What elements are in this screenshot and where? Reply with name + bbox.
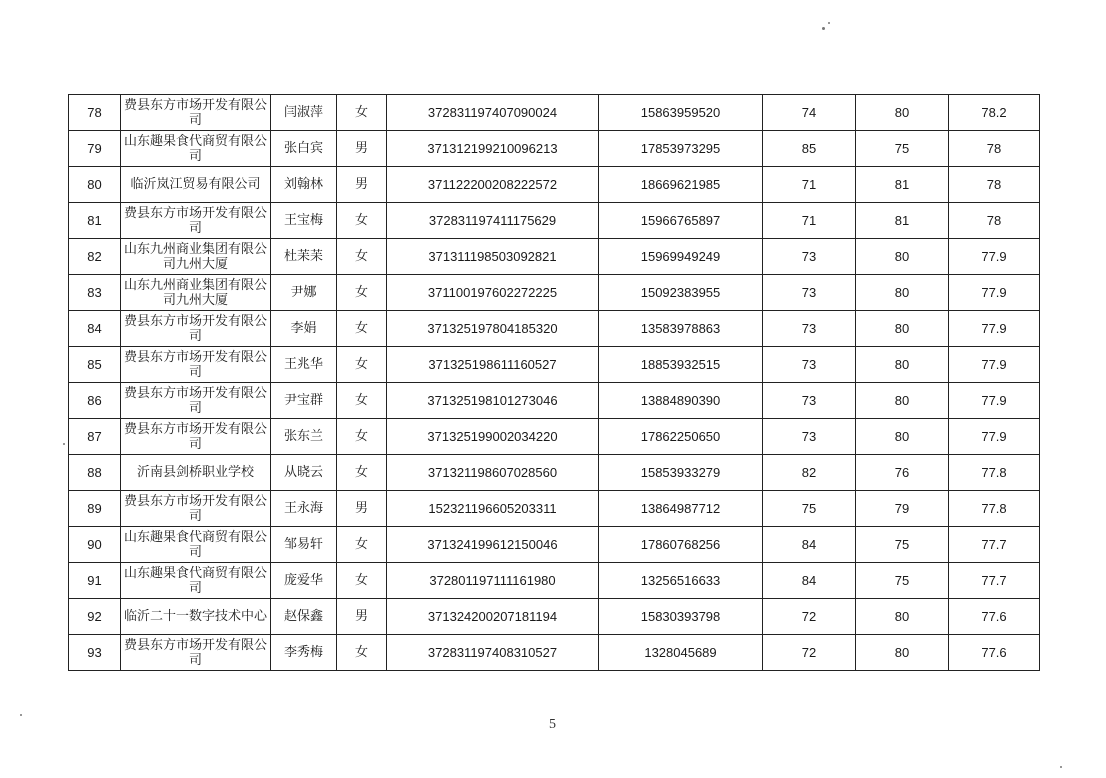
- gender-cell: 女: [337, 383, 387, 419]
- written-score-cell: 72: [763, 635, 856, 671]
- written-score-cell: 73: [763, 275, 856, 311]
- practical-score-cell: 80: [856, 635, 949, 671]
- id-number-cell: 372831197408310527: [387, 635, 599, 671]
- table-row: [69, 347, 1040, 383]
- gender-cell: 女: [337, 347, 387, 383]
- company-name-cell: 山东趣果食代商贸有限公司: [121, 131, 271, 167]
- written-score-cell: 71: [763, 167, 856, 203]
- practical-score-cell: 76: [856, 455, 949, 491]
- practical-score-cell: 80: [856, 419, 949, 455]
- written-score-cell: 74: [763, 95, 856, 131]
- row-number-cell: 81: [69, 203, 121, 239]
- written-score-cell: 73: [763, 419, 856, 455]
- person-name-cell: 庞爱华: [271, 563, 337, 599]
- practical-score-cell: 80: [856, 599, 949, 635]
- total-score-cell: 77.6: [949, 635, 1040, 671]
- practical-score-cell: 80: [856, 383, 949, 419]
- scan-speck: [1060, 766, 1062, 768]
- table-row: [69, 203, 1040, 239]
- phone-number-cell: 17853973295: [599, 131, 763, 167]
- company-name-cell: 山东趣果食代商贸有限公司: [121, 563, 271, 599]
- total-score-cell: 77.9: [949, 383, 1040, 419]
- total-score-cell: 77.6: [949, 599, 1040, 635]
- id-number-cell: 371325199002034220: [387, 419, 599, 455]
- company-name-cell: 费县东方市场开发有限公司: [121, 95, 271, 131]
- person-name-cell: 尹宝群: [271, 383, 337, 419]
- gender-cell: 男: [337, 491, 387, 527]
- person-name-cell: 尹娜: [271, 275, 337, 311]
- total-score-cell: 77.9: [949, 311, 1040, 347]
- phone-number-cell: 17860768256: [599, 527, 763, 563]
- practical-score-cell: 81: [856, 203, 949, 239]
- practical-score-cell: 80: [856, 347, 949, 383]
- id-number-cell: 371324199612150046: [387, 527, 599, 563]
- table-row: [69, 95, 1040, 131]
- row-number-cell: 89: [69, 491, 121, 527]
- written-score-cell: 85: [763, 131, 856, 167]
- row-number-cell: 82: [69, 239, 121, 275]
- total-score-cell: 77.9: [949, 275, 1040, 311]
- id-number-cell: 372831197411175629: [387, 203, 599, 239]
- person-name-cell: 王宝梅: [271, 203, 337, 239]
- row-number-cell: 83: [69, 275, 121, 311]
- page-number: 5: [549, 717, 556, 732]
- scan-speck: [63, 443, 65, 445]
- written-score-cell: 73: [763, 239, 856, 275]
- phone-number-cell: 1328045689: [599, 635, 763, 671]
- gender-cell: 女: [337, 275, 387, 311]
- company-name-cell: 山东九州商业集团有限公司九州大厦: [121, 239, 271, 275]
- phone-number-cell: 13256516633: [599, 563, 763, 599]
- gender-cell: 女: [337, 203, 387, 239]
- table-row: [69, 563, 1040, 599]
- id-number-cell: 372801197111161980: [387, 563, 599, 599]
- scan-speck: [822, 27, 825, 30]
- person-name-cell: 张东兰: [271, 419, 337, 455]
- gender-cell: 女: [337, 239, 387, 275]
- total-score-cell: 78.2: [949, 95, 1040, 131]
- phone-number-cell: 18853932515: [599, 347, 763, 383]
- row-number-cell: 88: [69, 455, 121, 491]
- phone-number-cell: 18669621985: [599, 167, 763, 203]
- row-number-cell: 84: [69, 311, 121, 347]
- written-score-cell: 73: [763, 347, 856, 383]
- table-row: [69, 635, 1040, 671]
- gender-cell: 女: [337, 455, 387, 491]
- id-number-cell: 371325197804185320: [387, 311, 599, 347]
- company-name-cell: 山东趣果食代商贸有限公司: [121, 527, 271, 563]
- gender-cell: 男: [337, 167, 387, 203]
- practical-score-cell: 80: [856, 311, 949, 347]
- table-row: [69, 527, 1040, 563]
- person-name-cell: 闫淑萍: [271, 95, 337, 131]
- gender-cell: 男: [337, 599, 387, 635]
- phone-number-cell: 13884890390: [599, 383, 763, 419]
- table-row: [69, 167, 1040, 203]
- id-number-cell: 372831197407090024: [387, 95, 599, 131]
- written-score-cell: 72: [763, 599, 856, 635]
- phone-number-cell: 15966765897: [599, 203, 763, 239]
- phone-number-cell: 17862250650: [599, 419, 763, 455]
- table-row: [69, 599, 1040, 635]
- phone-number-cell: 13583978863: [599, 311, 763, 347]
- gender-cell: 女: [337, 311, 387, 347]
- total-score-cell: 77.9: [949, 419, 1040, 455]
- practical-score-cell: 75: [856, 131, 949, 167]
- total-score-cell: 77.7: [949, 563, 1040, 599]
- phone-number-cell: 15092383955: [599, 275, 763, 311]
- phone-number-cell: 15830393798: [599, 599, 763, 635]
- row-number-cell: 93: [69, 635, 121, 671]
- row-number-cell: 90: [69, 527, 121, 563]
- table-row: [69, 491, 1040, 527]
- total-score-cell: 78: [949, 131, 1040, 167]
- table-row: [69, 239, 1040, 275]
- total-score-cell: 77.7: [949, 527, 1040, 563]
- id-number-cell: 371321198607028560: [387, 455, 599, 491]
- company-name-cell: 临沂二十一数字技术中心: [121, 599, 271, 635]
- person-name-cell: 刘翰林: [271, 167, 337, 203]
- row-number-cell: 78: [69, 95, 121, 131]
- phone-number-cell: 15969949249: [599, 239, 763, 275]
- company-name-cell: 费县东方市场开发有限公司: [121, 419, 271, 455]
- company-name-cell: 费县东方市场开发有限公司: [121, 383, 271, 419]
- phone-number-cell: 15853933279: [599, 455, 763, 491]
- table-row: [69, 275, 1040, 311]
- practical-score-cell: 75: [856, 563, 949, 599]
- person-name-cell: 李秀梅: [271, 635, 337, 671]
- company-name-cell: 费县东方市场开发有限公司: [121, 311, 271, 347]
- scan-speck: [20, 714, 22, 716]
- total-score-cell: 77.8: [949, 455, 1040, 491]
- row-number-cell: 92: [69, 599, 121, 635]
- id-number-cell: 371325198611160527: [387, 347, 599, 383]
- id-number-cell: 371325198101273046: [387, 383, 599, 419]
- company-name-cell: 费县东方市场开发有限公司: [121, 635, 271, 671]
- person-name-cell: 王永海: [271, 491, 337, 527]
- practical-score-cell: 81: [856, 167, 949, 203]
- company-name-cell: 沂南县剑桥职业学校: [121, 455, 271, 491]
- row-number-cell: 85: [69, 347, 121, 383]
- total-score-cell: 78: [949, 167, 1040, 203]
- scan-speck: [828, 22, 830, 24]
- row-number-cell: 91: [69, 563, 121, 599]
- practical-score-cell: 79: [856, 491, 949, 527]
- row-number-cell: 79: [69, 131, 121, 167]
- table-row: [69, 383, 1040, 419]
- row-number-cell: 87: [69, 419, 121, 455]
- gender-cell: 女: [337, 635, 387, 671]
- table-row: [69, 131, 1040, 167]
- gender-cell: 男: [337, 131, 387, 167]
- id-number-cell: 371312199210096213: [387, 131, 599, 167]
- practical-score-cell: 80: [856, 95, 949, 131]
- table-row: [69, 311, 1040, 347]
- person-name-cell: 张白宾: [271, 131, 337, 167]
- id-number-cell: 371324200207181194: [387, 599, 599, 635]
- practical-score-cell: 80: [856, 275, 949, 311]
- row-number-cell: 86: [69, 383, 121, 419]
- practical-score-cell: 75: [856, 527, 949, 563]
- id-number-cell: 371311198503092821: [387, 239, 599, 275]
- written-score-cell: 75: [763, 491, 856, 527]
- company-name-cell: 费县东方市场开发有限公司: [121, 203, 271, 239]
- total-score-cell: 77.9: [949, 347, 1040, 383]
- written-score-cell: 84: [763, 527, 856, 563]
- person-name-cell: 杜苿苿: [271, 239, 337, 275]
- score-table: [68, 94, 1040, 671]
- gender-cell: 女: [337, 419, 387, 455]
- table-row: [69, 455, 1040, 491]
- person-name-cell: 李娟: [271, 311, 337, 347]
- gender-cell: 女: [337, 563, 387, 599]
- person-name-cell: 邹易轩: [271, 527, 337, 563]
- row-number-cell: 80: [69, 167, 121, 203]
- table-row: [69, 419, 1040, 455]
- written-score-cell: 84: [763, 563, 856, 599]
- phone-number-cell: 13864987712: [599, 491, 763, 527]
- practical-score-cell: 80: [856, 239, 949, 275]
- id-number-cell: 371100197602272225: [387, 275, 599, 311]
- company-name-cell: 临沂岚江贸易有限公司: [121, 167, 271, 203]
- company-name-cell: 山东九州商业集团有限公司九州大厦: [121, 275, 271, 311]
- person-name-cell: 赵保鑫: [271, 599, 337, 635]
- person-name-cell: 从晓云: [271, 455, 337, 491]
- company-name-cell: 费县东方市场开发有限公司: [121, 347, 271, 383]
- written-score-cell: 73: [763, 383, 856, 419]
- gender-cell: 女: [337, 527, 387, 563]
- total-score-cell: 77.8: [949, 491, 1040, 527]
- written-score-cell: 73: [763, 311, 856, 347]
- id-number-cell: 371122200208222572: [387, 167, 599, 203]
- written-score-cell: 71: [763, 203, 856, 239]
- phone-number-cell: 15863959520: [599, 95, 763, 131]
- gender-cell: 女: [337, 95, 387, 131]
- company-name-cell: 费县东方市场开发有限公司: [121, 491, 271, 527]
- id-number-cell: 152321196605203311: [387, 491, 599, 527]
- total-score-cell: 78: [949, 203, 1040, 239]
- person-name-cell: 王兆华: [271, 347, 337, 383]
- table-body: [69, 95, 1040, 671]
- written-score-cell: 82: [763, 455, 856, 491]
- total-score-cell: 77.9: [949, 239, 1040, 275]
